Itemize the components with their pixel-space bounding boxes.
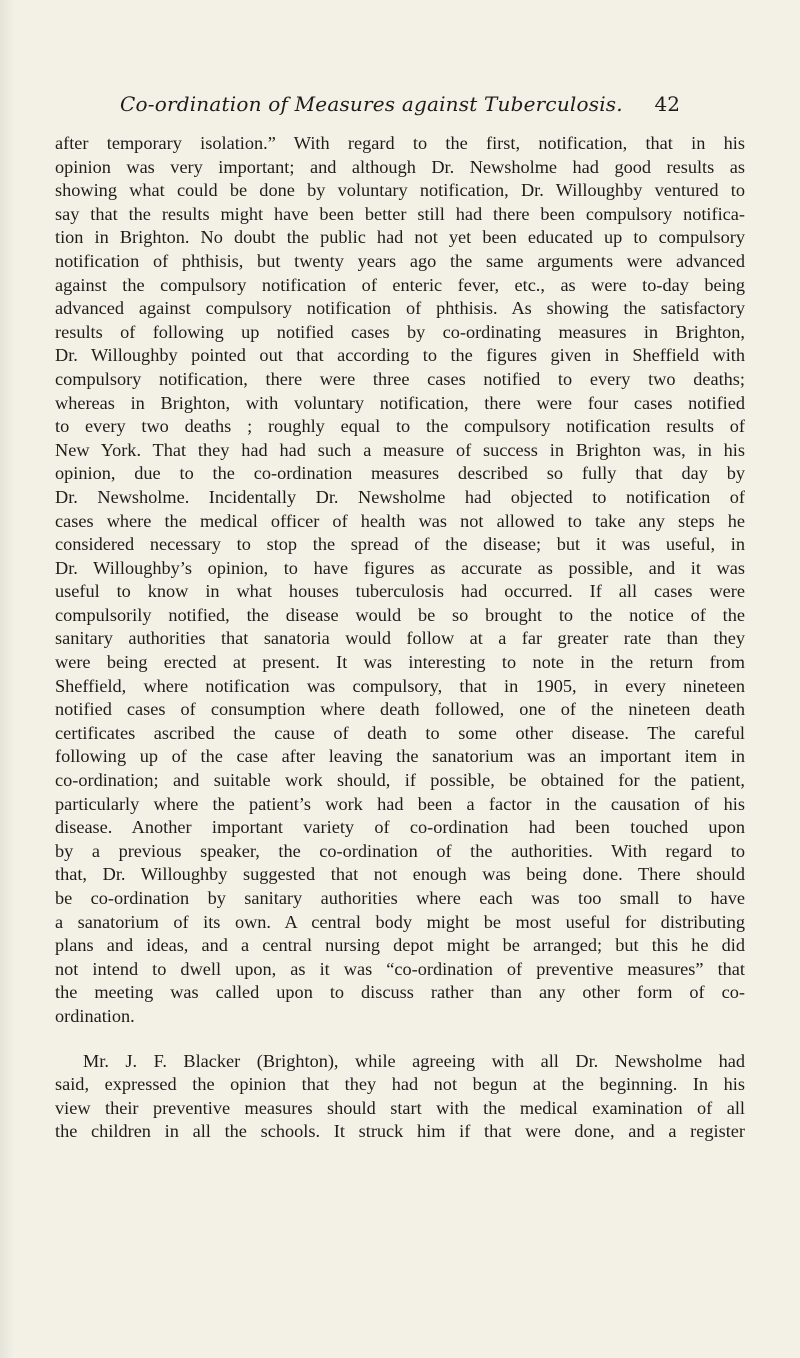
running-title: Co-ordination of Measures against Tuberculosis. [120, 92, 623, 116]
text-line: compulsory notification, there were three cases notified to every two deaths; [55, 368, 745, 389]
text-line: ordination. [55, 1005, 135, 1026]
page-number: 42 [654, 92, 680, 116]
text-line: following up of the case after leaving the sanatorium was an important item in [55, 746, 745, 767]
text-line: be co-ordination by sanitary authorities where each was too small to have [55, 888, 745, 908]
text-line: disease. Another important variety of co-ordination had been touched upon [55, 817, 745, 838]
text-line: against the compulsory notification of enteric fever, etc., as were to-day being [55, 274, 745, 295]
text-line: were being erected at present. It was interesting to note in the return from [55, 652, 745, 673]
text-line: compulsorily notified, the disease would be so brought to the notice of the [55, 604, 745, 625]
text-line: particularly where the patient’s work had been a factor in the causation of his [55, 793, 745, 814]
text-line: said, expressed the opinion that they had not begun at the beginning. In his [55, 1074, 745, 1095]
text-line: view their preventive measures should start with the medical examination of all [55, 1097, 745, 1118]
text-line: cases where the medical officer of health was not allowed to take any steps he [55, 510, 745, 531]
text-line: opinion, due to the co-ordination measures described so fully that day by [55, 463, 745, 484]
paragraph-gap [55, 1029, 745, 1050]
text-line: Mr. J. F. Blacker (Brighton), while agreeing with all Dr. Newsholme had [83, 1050, 745, 1071]
text-line: considered necessary to stop the spread of the disease; but it was useful, in [55, 534, 745, 555]
text-line: co-ordination; and suitable work should, if possible, be obtained for the patient, [55, 770, 745, 791]
text-line: Dr. Willoughby’s opinion, to have figures as accurate as possible, and it was [55, 557, 745, 578]
text-line: to every two deaths ; roughly equal to the compulsory notification results of [55, 416, 745, 437]
text-line: opinion was very important; and although Dr. Newsholme had good results as [55, 156, 745, 177]
text-line: that, Dr. Willoughby suggested that not enough was being done. There should [55, 864, 745, 885]
text-line: Dr. Newsholme. Incidentally Dr. Newsholme had objected to notification of [55, 486, 745, 507]
paragraph-1 [55, 132, 745, 1029]
text-line: results of following up notified cases by co-ordinating measures in Brighton, [55, 321, 745, 342]
text-line: tion in Brighton. No doubt the public had not yet been educated up to compulsory [55, 227, 745, 248]
text-line: advanced against compulsory notification of phthisis. As showing the satisfactory [55, 298, 745, 319]
text-line: after temporary isolation.” With regard to the first, notification, that in his [55, 133, 745, 153]
text-line: New York. That they had had such a measure of success in Brighton was, in his [55, 439, 745, 460]
text-line: say that the results might have been better still had there been compulsory notifica- [55, 203, 745, 224]
running-head [120, 92, 680, 126]
body-text [55, 132, 745, 1144]
text-line: the children in all the schools. It struck him if that were done, and a register [55, 1121, 745, 1142]
text-line: showing what could be done by voluntary notification, Dr. Willoughby ventured to [55, 180, 745, 201]
text-line: by a previous speaker, the co-ordination of the authorities. With regard to [55, 840, 745, 861]
text-line: the meeting was called upon to discuss rather than any other form of co- [55, 982, 745, 1003]
text-line: plans and ideas, and a central nursing depot might be arranged; but this he did [55, 935, 745, 956]
text-line: useful to know in what houses tuberculosis had occurred. If all cases were [55, 581, 745, 602]
text-line: notification of phthisis, but twenty years ago the same arguments were advanced [55, 250, 745, 271]
text-line: whereas in Brighton, with voluntary notification, there were four cases notified [55, 392, 745, 413]
text-line: not intend to dwell upon, as it was “co-ordination of preventive measures” that [55, 958, 745, 979]
text-line: Sheffield, where notification was compulsory, that in 1905, in every nineteen [55, 675, 745, 696]
paragraph-2 [55, 1050, 745, 1144]
text-line: certificates ascribed the cause of death to some other disease. The careful [55, 722, 745, 743]
text-line: a sanatorium of its own. A central body might be most useful for distributing [55, 911, 745, 932]
text-line: notified cases of consumption where death followed, one of the nineteen death [55, 699, 745, 720]
text-line: Dr. Willoughby pointed out that according to the figures given in Sheffield with [55, 345, 745, 366]
text-line: sanitary authorities that sanatoria would follow at a far greater rate than they [55, 628, 745, 649]
